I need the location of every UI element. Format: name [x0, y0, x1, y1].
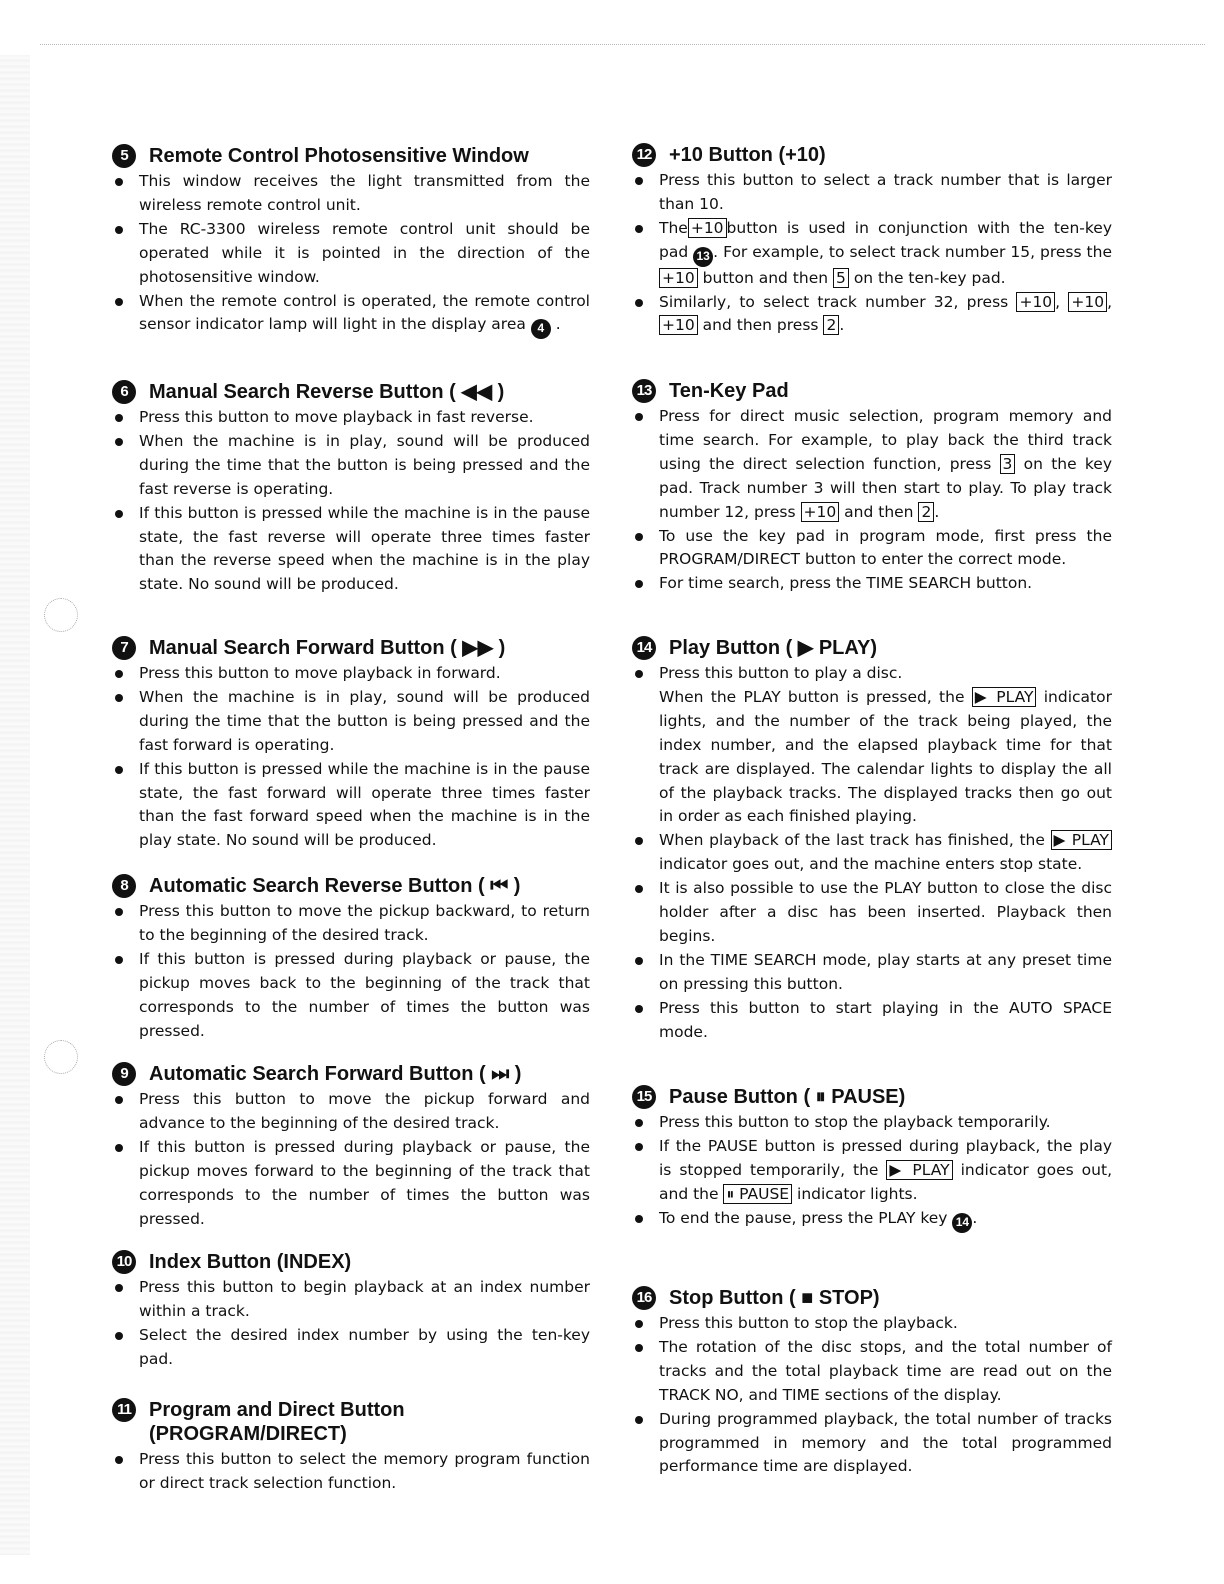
- section-title: 13 Ten-Key Pad: [632, 379, 1112, 403]
- list-item: Press for direct music selection, program memory and time search. For example, to play back the third track using the direct selection function, press 3 on the key pad. Track number 3 will then start to play. To play track number 12, press +10 and then 2 .: [632, 405, 1112, 525]
- section-number: 9: [112, 1062, 136, 1086]
- section-title: 15 Pause Button ( ⏸ PAUSE): [632, 1085, 1112, 1109]
- section-number: 10: [112, 1250, 136, 1274]
- reference-number: 4: [531, 319, 551, 339]
- section-title: 11 Program and Direct Button (PROGRAM/DIRECT): [112, 1398, 590, 1446]
- left-column: [112, 0, 590, 1584]
- punch-hole: [44, 1040, 78, 1074]
- section-title: 14 Play Button ( ▶ PLAY): [632, 636, 1112, 660]
- key-label: +10: [801, 502, 840, 522]
- list-item: If this button is pressed during playback or pause, the pickup moves forward to the beginning of the track that corresponds to the number of times the button was pressed.: [112, 1136, 590, 1232]
- key-label: 5: [833, 268, 849, 288]
- section-title: 16 Stop Button ( ■ STOP): [632, 1286, 1112, 1310]
- list-item: It is also possible to use the PLAY button to close the disc holder after a disc has been inserted. Playback then begins.: [632, 877, 1112, 949]
- list-item: Press this button to stop the playback.: [632, 1312, 1112, 1336]
- list-item: Select the desired index number by using the ten-key pad.: [112, 1324, 590, 1372]
- section-number: 6: [112, 380, 136, 404]
- section-number: 13: [632, 379, 656, 403]
- punch-hole: [44, 598, 78, 632]
- section-auto-search-reverse: [112, 874, 590, 1043]
- list-item: Similarly, to select track number 32, press +10 , +10 , +10 and then press 2 .: [632, 291, 1112, 339]
- right-column: [632, 0, 1112, 1584]
- key-label: 2: [918, 502, 934, 522]
- list-item: This window receives the light transmitted from the wireless remote control unit.: [112, 170, 590, 218]
- list-item: The rotation of the disc stops, and the total number of tracks and the total playback time are read out on the TRACK NO, and TIME sections of the display.: [632, 1336, 1112, 1408]
- section-index-button: [112, 1250, 590, 1372]
- section-manual-search-forward: [112, 636, 590, 853]
- list-item: When the machine is in play, sound will be produced during the time that the button is being pressed and the fast reverse is operating.: [112, 430, 590, 502]
- list-item: If this button is pressed during playback or pause, the pickup moves back to the beginning of the track that corresponds to the number of times the button was pressed.: [112, 948, 590, 1044]
- list-item: Press this button to move the pickup forward and advance to the beginning of the desired track.: [112, 1088, 590, 1136]
- section-number: 11: [112, 1398, 136, 1422]
- reference-number: 13: [693, 247, 713, 267]
- section-stop-button: [632, 1286, 1112, 1479]
- list-item: If the PAUSE button is pressed during playback, the play is stopped temporarily, the ▶ PLAY indicator goes out, and the ⏸ PAUSE indicator lights.: [632, 1135, 1112, 1207]
- reference-number: 14: [952, 1213, 972, 1233]
- list-item: If this button is pressed while the machine is in the pause state, the fast forward will operate three times faster than the fast forward speed when the machine is in the play state. No sound will be produced.: [112, 758, 590, 854]
- list-item: Press this button to select a track number that is larger than 10.: [632, 169, 1112, 217]
- key-label: +10: [659, 268, 698, 288]
- list-item: For time search, press the TIME SEARCH button.: [632, 572, 1112, 596]
- section-manual-search-reverse: [112, 380, 590, 597]
- section-ten-key-pad: [632, 379, 1112, 596]
- section-number: 5: [112, 144, 136, 168]
- section-title: 10 Index Button (INDEX): [112, 1250, 590, 1274]
- indicator-label: ▶ PLAY: [886, 1160, 952, 1180]
- section-title: 6 Manual Search Reverse Button ( ◀◀ ): [112, 380, 590, 404]
- section-auto-search-forward: [112, 1062, 590, 1231]
- section-number: 12: [632, 143, 656, 167]
- section-title: 8 Automatic Search Reverse Button ( ⏮ ): [112, 874, 590, 898]
- list-item: If this button is pressed while the machine is in the pause state, the fast reverse will operate three times faster than the reverse speed when the machine is in the play state. No sound will be produced.: [112, 502, 590, 598]
- key-label: +10: [1068, 292, 1107, 312]
- list-item: The +10 button is used in conjunction with the ten-key pad 13 . For example, to select track number 15, press the +10 button and then 5 on the ten-key pad.: [632, 217, 1112, 291]
- section-remote-window: [112, 144, 590, 339]
- list-item: To end the pause, press the PLAY key 14 .: [632, 1207, 1112, 1233]
- list-item: When the machine is in play, sound will be produced during the time that the button is being pressed and the fast forward is operating.: [112, 686, 590, 758]
- section-title: 7 Manual Search Forward Button ( ▶▶ ): [112, 636, 590, 660]
- list-item: In the TIME SEARCH mode, play starts at any preset time on pressing this button.: [632, 949, 1112, 997]
- section-number: 7: [112, 636, 136, 660]
- list-item: During programmed playback, the total number of tracks programmed in memory and the total programmed performance time are displayed.: [632, 1408, 1112, 1480]
- scan-left-edge: [0, 55, 30, 1555]
- list-item: Press this button to stop the playback temporarily.: [632, 1111, 1112, 1135]
- list-item: When playback of the last track has finished, the ▶ PLAY indicator goes out, and the machine enters stop state.: [632, 829, 1112, 877]
- section-play-button: [632, 636, 1112, 1045]
- section-program-direct: [112, 1398, 590, 1496]
- key-label: 3: [1000, 454, 1016, 474]
- section-number: 16: [632, 1286, 656, 1310]
- key-label: +10: [688, 218, 727, 238]
- list-item: When the remote control is operated, the remote control sensor indicator lamp will light in the display area 4 .: [112, 290, 590, 340]
- list-item: Press this button to start playing in the AUTO SPACE mode.: [632, 997, 1112, 1045]
- indicator-label: ⏸ PAUSE: [723, 1184, 792, 1204]
- key-label: 2: [823, 315, 839, 335]
- list-item: Press this button to move playback in forward.: [112, 662, 590, 686]
- section-title: 12 +10 Button (+10): [632, 143, 1112, 167]
- list-item: Press this button to select the memory program function or direct track selection function.: [112, 1448, 590, 1496]
- section-title: 9 Automatic Search Forward Button ( ⏭ ): [112, 1062, 590, 1086]
- list-item: The RC-3300 wireless remote control unit should be operated while it is pointed in the direction of the photosensitive window.: [112, 218, 590, 290]
- list-item: To use the key pad in program mode, first press the PROGRAM/DIRECT button to enter the correct mode.: [632, 525, 1112, 573]
- section-title: 5 Remote Control Photosensitive Window: [112, 144, 590, 168]
- key-label: +10: [1016, 292, 1055, 312]
- list-item: Press this button to move playback in fast reverse.: [112, 406, 590, 430]
- list-item: Press this button to begin playback at an index number within a track.: [112, 1276, 590, 1324]
- key-label: +10: [659, 315, 698, 335]
- indicator-label: ▶ PLAY: [1051, 830, 1112, 850]
- section-number: 15: [632, 1085, 656, 1109]
- indicator-label: ▶ PLAY: [972, 687, 1037, 707]
- list-item: Press this button to play a disc. When the PLAY button is pressed, the ▶ PLAY indicator lights, and the number of the track being played, the index number, and the elapsed playback time for that track are displayed. The calendar lights to display the all of the playback tracks. The displayed tracks then go out in order as each finished playing.: [632, 662, 1112, 829]
- list-item: Press this button to move the pickup backward, to return to the beginning of the desired track.: [112, 900, 590, 948]
- section-number: 8: [112, 874, 136, 898]
- section-plus10-button: [632, 143, 1112, 338]
- section-number: 14: [632, 636, 656, 660]
- section-pause-button: [632, 1085, 1112, 1233]
